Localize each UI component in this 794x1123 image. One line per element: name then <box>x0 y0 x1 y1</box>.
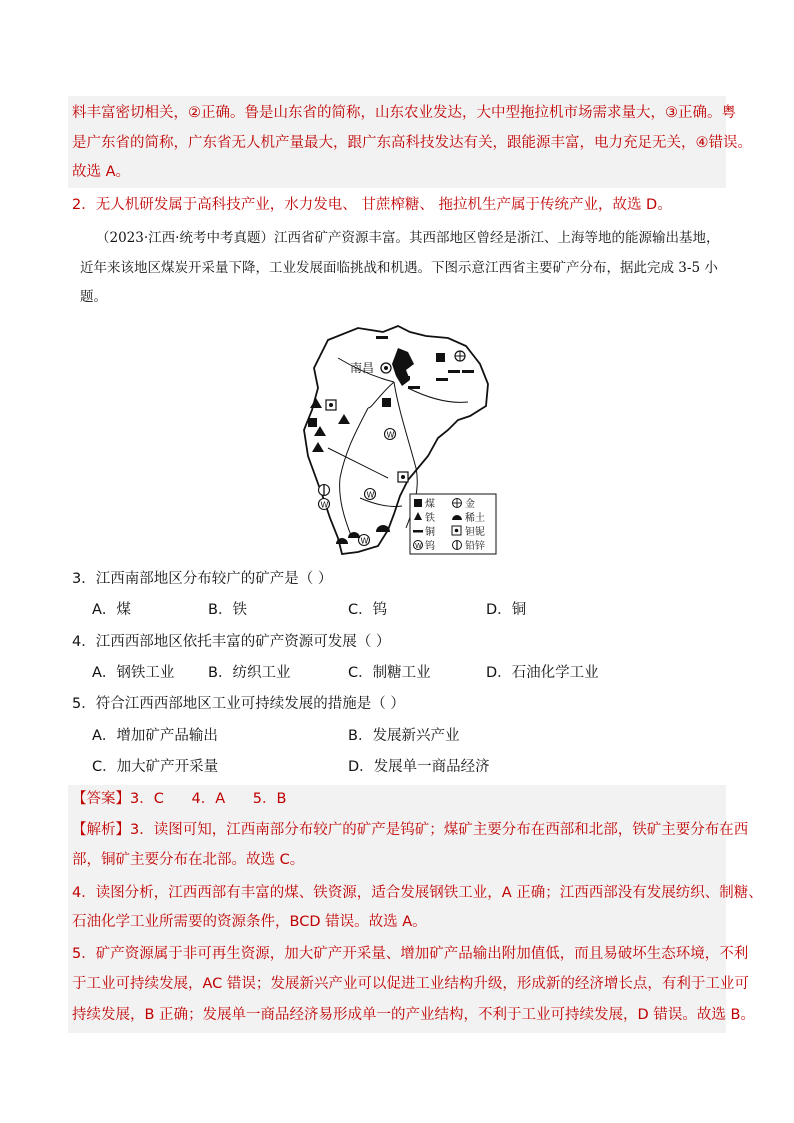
copper-icon <box>376 336 388 339</box>
intro-line-2: 近年来该地区煤炭开采量下降，工业发展面临挑战和机遇。下图示意江西省主要矿产分布，据此完成 3-5 小 <box>80 260 718 276</box>
tungsten-icon-glyph: W <box>386 430 395 440</box>
tungsten-icon-glyph: W <box>366 490 375 500</box>
analysis-line-3 <box>72 883 763 903</box>
intro-line-1: （2023·江西·统考中考真题）江西省矿产资源丰富。其西部地区曾经是浙江、上海等地的能源输出基地， <box>96 230 720 246</box>
copper-icon <box>462 370 474 373</box>
q5-option-b: B．发展新兴产业 <box>348 728 460 744</box>
q3-option-b: B．铁 <box>208 602 247 618</box>
analysis-text: 持续发展， <box>72 1007 145 1023</box>
analysis-continued-line-1 <box>72 103 736 123</box>
q4-option-c: C．制糖工业 <box>348 665 431 681</box>
analysis-text: 。 <box>737 135 752 151</box>
analysis-text: 。粤 <box>707 105 736 121</box>
legend-tungsten-glyph: W <box>415 542 422 550</box>
analysis-continued-line-2 <box>72 133 752 153</box>
q4-option-d: D．石油化学工业 <box>486 665 599 681</box>
q5-stem: 5．符合江西西部地区工业可持续发展的措施是（ ） <box>72 696 405 712</box>
coal-icon <box>436 353 445 362</box>
legend-coal-label: 煤 <box>425 499 435 510</box>
legend-rare-earth-label: 稀土 <box>465 513 485 524</box>
tungsten-icon-glyph: W <box>320 500 329 510</box>
legend-copper-label: 铜 <box>425 527 435 538</box>
q3-option-a: A．煤 <box>92 602 131 618</box>
q5-option-c: C．加大矿产开采量 <box>92 759 219 775</box>
q3-option-d: D．铜 <box>486 602 527 618</box>
q4-stem: 4．江西西部地区依托丰富的矿产资源可发展（ ） <box>72 634 391 650</box>
jiangxi-mineral-map <box>298 318 498 558</box>
analysis-text: ；发展单一商品经济易形成单一的产业结构，不利于工业可持续发展，D 错误。故选 B。 <box>188 1007 755 1023</box>
analysis-line-4: 石油化学工业所需要的资源条件，BCD 错误。故选 A。 <box>72 914 427 930</box>
verdict-b-correct: B 正确 <box>144 1007 189 1023</box>
analysis-line-7 <box>72 1005 755 1025</box>
q5-option-d: D．发展单一商品经济 <box>348 759 490 775</box>
map-svg <box>298 318 498 558</box>
legend-tungsten-label: 钨 <box>425 541 435 552</box>
coal-icon <box>308 418 317 427</box>
nanchang-city-dot <box>384 366 388 370</box>
legend-tantalum-niobium-dot <box>455 529 459 533</box>
analysis-text: ；江西西部没有发展纺织、制糖、 <box>545 885 763 901</box>
verdict-a-correct: A 正确 <box>501 885 546 901</box>
analysis-text: 料丰富密切相关， <box>72 105 188 121</box>
analysis-line-6: 于工业可持续发展，AC 错误；发展新兴产业可以促进工业结构升级，形成新的经济增长点，有利于工业可 <box>72 976 749 992</box>
intro-line-3: 题。 <box>80 289 107 305</box>
analysis-line-1 <box>72 820 748 840</box>
q5-option-a: A．增加矿产品输出 <box>92 728 218 744</box>
analysis-text: 。鲁是山东省的简称，山东农业发达，大中型拖拉机市场需求量大， <box>230 105 665 121</box>
q2-analysis: 2．无人机研发属于高科技产业，水力发电、 甘蔗榨糖、 拖拉机生产属于传统产业，故选 D。 <box>72 197 672 213</box>
analysis-text: 3．读图可知，江西南部分布较广的矿产是钨矿；煤矿主要分布在西部和北部，铁矿主要分布在西 <box>130 822 749 838</box>
analysis-text: 是广东省的简称，广东省无人机产量最大，跟广东高科技发达有关，跟能源丰富，电力充足无关， <box>72 135 696 151</box>
legend-copper-icon <box>413 530 423 533</box>
analysis-continued-line-3: 故选 A。 <box>72 164 131 180</box>
analysis-line-5: 5．矿产资源属于非可再生资源，加大矿产开采量、增加矿产品输出附加值低，而且易破坏生态环境，不利 <box>72 946 749 962</box>
q4-option-b: B．纺织工业 <box>208 665 291 681</box>
answer-label: 【答案】 <box>72 791 130 807</box>
legend-lead-zinc-label: 铅锌 <box>465 541 485 552</box>
verdict-4-wrong: ④错误 <box>695 135 738 151</box>
tungsten-icon-glyph: W <box>360 536 369 546</box>
answer-text: 3．C 4．A 5．B <box>130 791 287 807</box>
tantalum-niobium-dot <box>329 403 333 407</box>
copper-icon <box>398 376 410 379</box>
verdict-3-correct: ③正确 <box>665 105 707 121</box>
analysis-text: 4．读图分析，江西西部有丰富的煤、铁资源，适合发展钢铁工业， <box>72 885 502 901</box>
legend-iron-label: 铁 <box>425 513 435 524</box>
legend-tantalum-niobium-label: 钽铌 <box>465 527 485 538</box>
copper-icon <box>448 370 460 373</box>
q4-option-a: A．钢铁工业 <box>92 665 175 681</box>
answer-line <box>72 789 286 809</box>
q3-stem: 3．江西南部地区分布较广的矿产是（ ） <box>72 571 333 587</box>
city-label: 南昌 <box>350 361 375 375</box>
analysis-line-2: 部，铜矿主要分布在北部。故选 C。 <box>72 852 305 868</box>
coal-icon <box>382 398 391 407</box>
copper-icon <box>436 378 448 381</box>
tantalum-niobium-dot <box>401 475 405 479</box>
q3-option-c: C．钨 <box>348 602 388 618</box>
legend-gold-label: 金 <box>465 499 475 510</box>
legend-coal-icon <box>414 499 422 507</box>
analysis-label: 【解析】 <box>72 822 130 838</box>
copper-icon <box>408 386 420 389</box>
verdict-2-correct: ②正确 <box>188 105 230 121</box>
